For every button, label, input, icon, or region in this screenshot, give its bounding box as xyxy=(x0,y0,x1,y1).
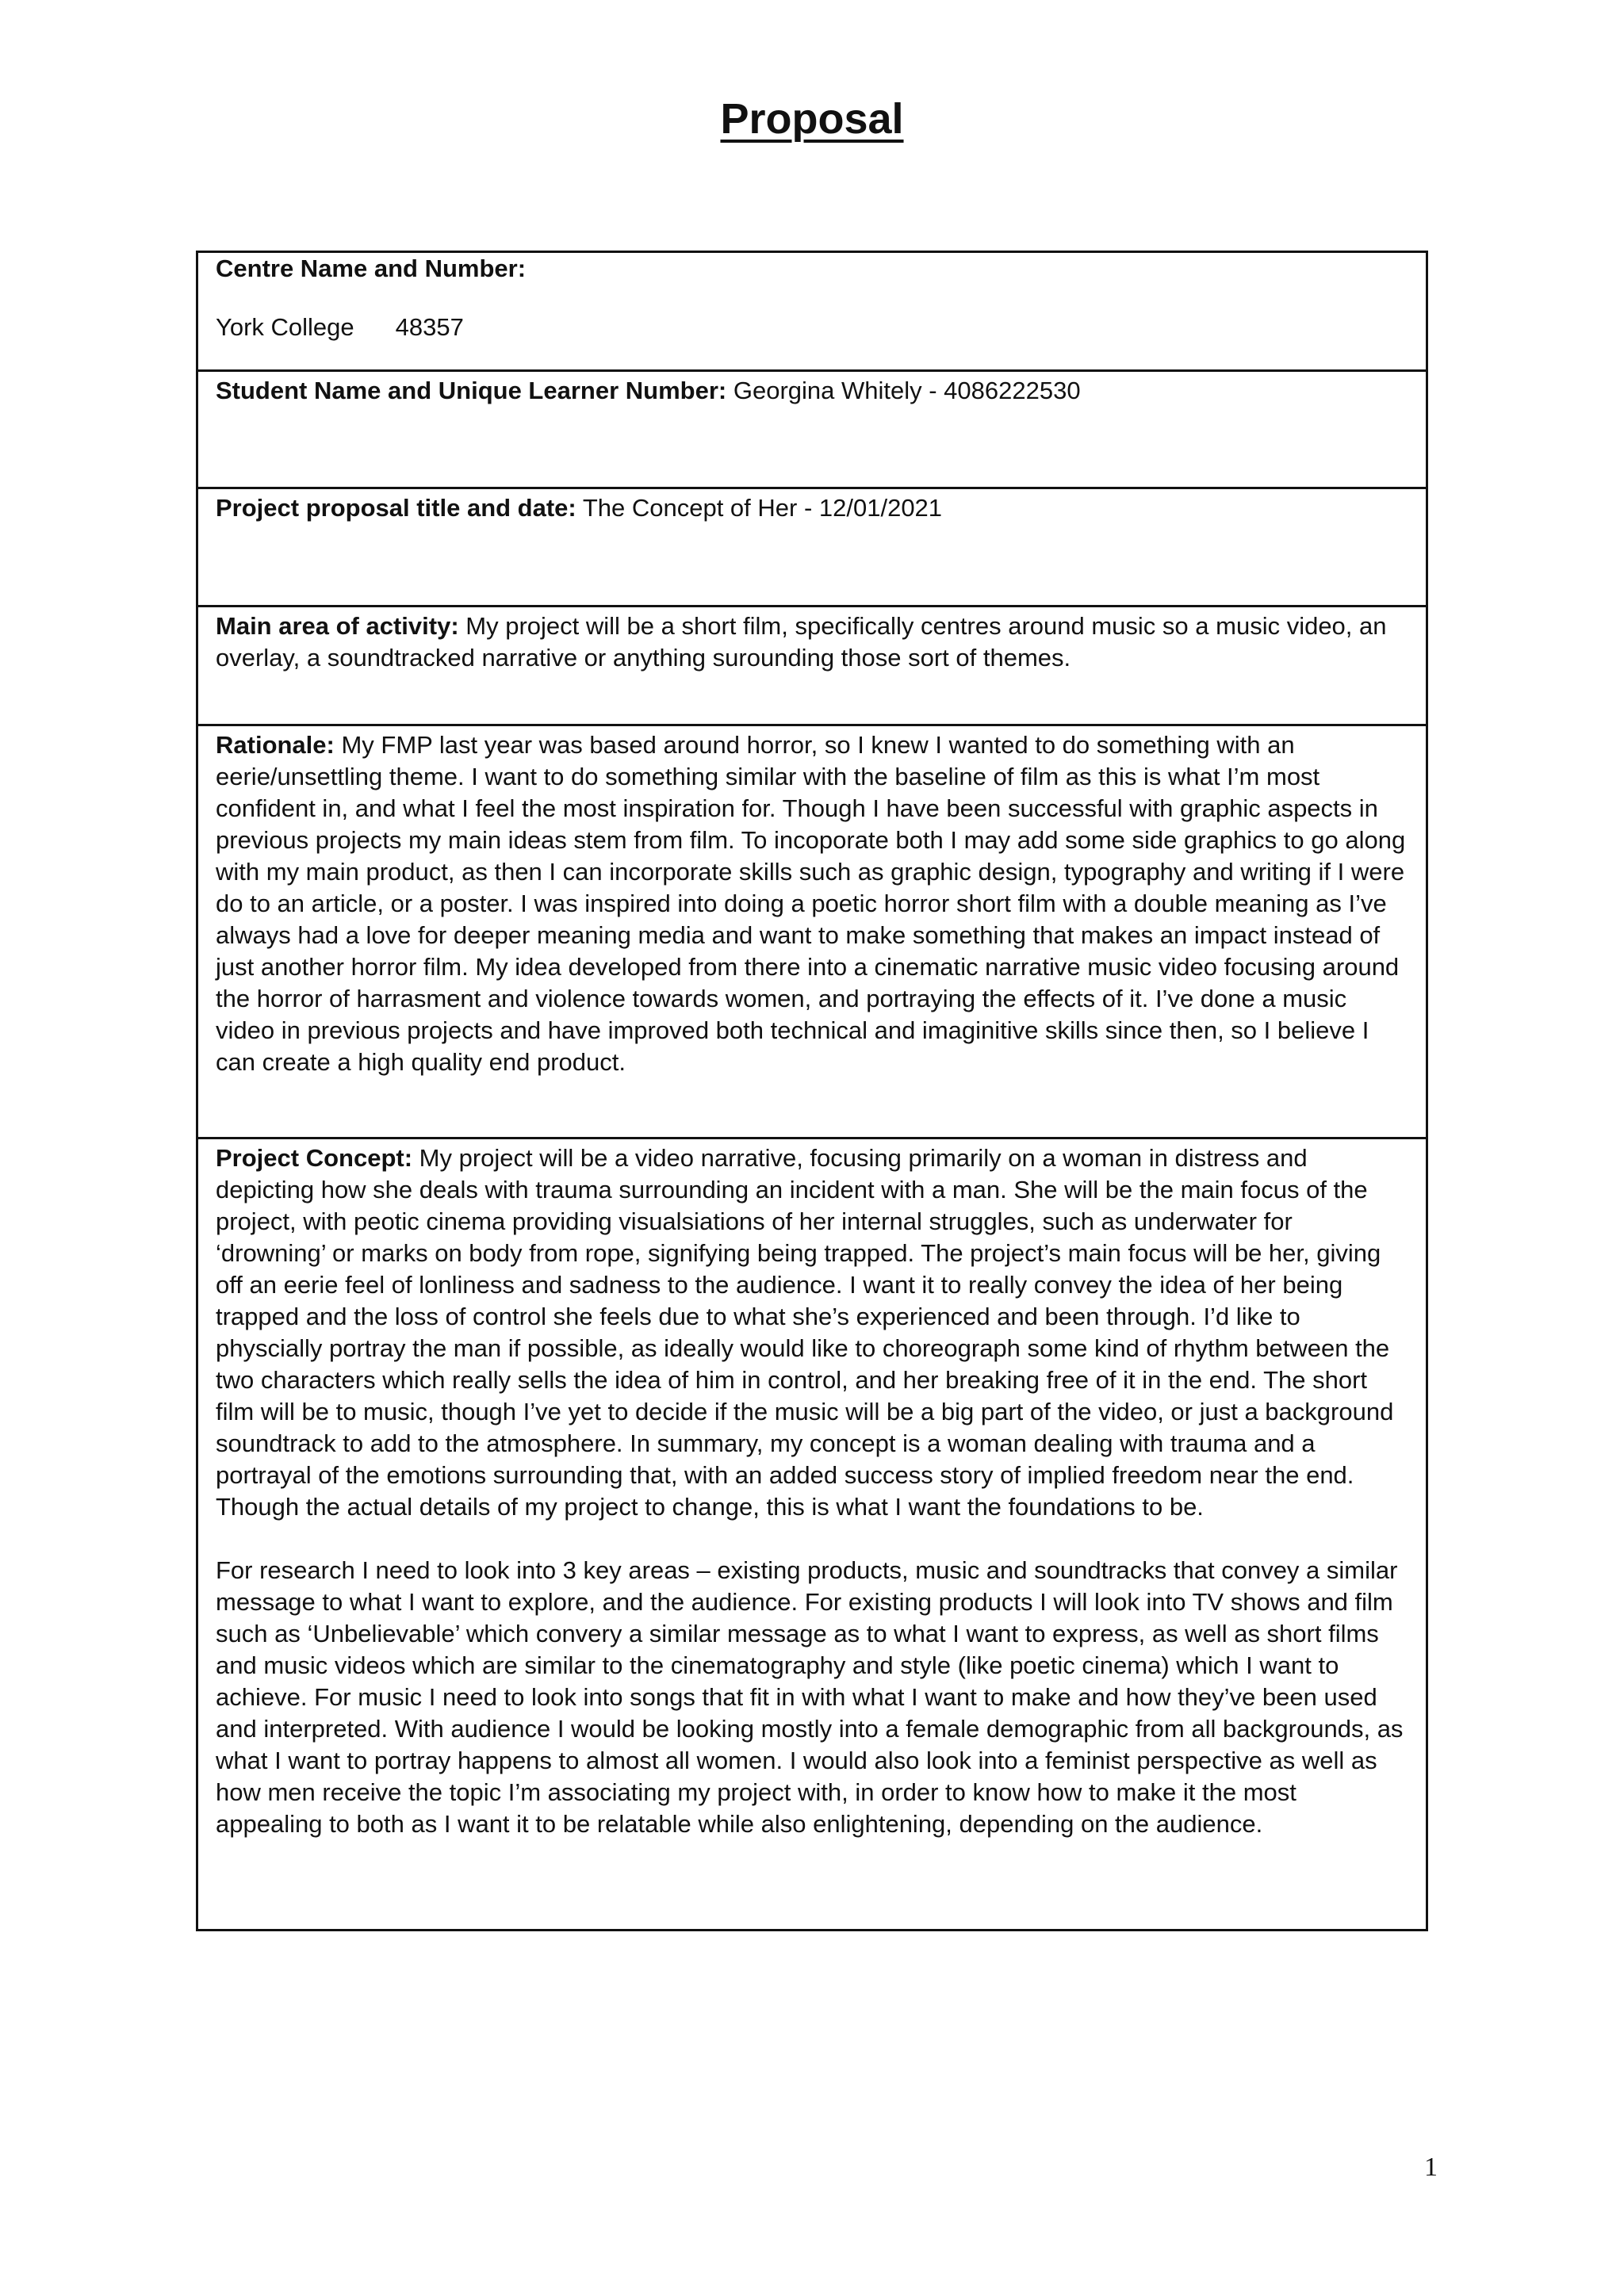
project-title-label: Project proposal title and date: xyxy=(216,494,576,522)
centre-value xyxy=(216,312,1408,343)
project-concept-row xyxy=(198,1137,1426,1929)
student-label: Student Name and Unique Learner Number: xyxy=(216,377,727,404)
main-activity-row xyxy=(198,605,1426,724)
student-row xyxy=(198,369,1426,487)
centre-row xyxy=(198,253,1426,369)
rationale-row xyxy=(198,724,1426,1137)
main-activity-value: My project will be a short film, specifically centres around music so a music video, an overlay, a soundtracked narrative or anything surounding those sort of themes. xyxy=(216,612,1387,672)
rationale-label: Rationale: xyxy=(216,731,335,759)
concept-text-1: My project will be a video narrative, focusing primarily on a woman in distress and depicting how she deals with trauma surrounding an incident with a man. She will be the main focus of the project, with peotic cinema providing visualsiations of her internal struggles, such as underwater for ‘drowning’ or marks on body from rope, signifying being trapped. The project’s main focus will be her, giving off an eerie feel of lonliness and sadness to the audience. I want it to really convey the idea of her being trapped and the loss of control she feels due to what she’s experienced and been through. I’d like to physcially portray the man if possible, as ideally would like to choreograph some kind of rhythm between the two characters which really sells the idea of him in control, and her breaking free of it in the end. The short film will be to music, though I’ve yet to decide if the music will be a big part of the video, or just a background soundtrack to add to the atmosphere. In summary, my concept is a woman dealing with trauma and a portrayal of the emotions surrounding that, with an added success story of implied freedom near the end. Though the actual details of my project to change, this is what I want the foundations to be. xyxy=(216,1144,1394,1521)
centre-name: York College xyxy=(216,313,354,341)
concept-paragraph-1 xyxy=(216,1142,1408,1523)
project-title-value: The Concept of Her - 12/01/2021 xyxy=(582,494,943,522)
rationale-value: My FMP last year was based around horror, so I knew I wanted to do something with an eerie/unsettling theme. I want to do something similar with the baseline of film as this is what I’m most confident in, and what I feel the most inspiration for. Though I have been successful with graphic aspects in previous projects my main ideas stem from film. To incoporate both I may add some side graphics to go along with my main product, as then I can incorporate skills such as graphic design, typography and writing if I were do to an article, or a poster. I was inspired into doing a poetic horror short film with a double meaning as I’ve always had a love for deeper meaning media and want to make something that makes an impact instead of just another horror film. My idea developed from there into a cinematic narrative music video focusing around the horror of harrasment and violence towards women, and portraying the effects of it. I’ve done a music video in previous projects and have improved both technical and imaginitive skills since then, so I believe I can create a high quality end product. xyxy=(216,731,1406,1076)
project-title-row xyxy=(198,487,1426,605)
page-number: 1 xyxy=(1424,2152,1438,2182)
page-title: Proposal xyxy=(720,95,904,143)
centre-label: Centre Name and Number: xyxy=(216,254,527,282)
student-value: Georgina Whitely - 4086222530 xyxy=(733,377,1081,404)
proposal-form-table xyxy=(196,251,1428,1931)
centre-number: 48357 xyxy=(395,313,464,341)
main-activity-label: Main area of activity: xyxy=(216,612,459,640)
concept-paragraph-2: For research I need to look into 3 key areas – existing products, music and soundtracks that convey a similar message to what I want to explore, and the audience. For existing products I will look into TV shows and film such as ‘Unbelievable’ which convery a similar message as to what I want to express, as well as short films and music videos which are similar to the cinematography and style (like poetic cinema) which I want to achieve. For music I need to look into songs that fit in with what I want to make and how they’ve been used and interpreted. With audience I would be looking mostly into a female demographic from all backgrounds, as what I want to portray happens to almost all women. I would also look into a feminist perspective as well as how men receive the topic I’m associating my project with, in order to know how to make it the most appealing to both as I want it to be relatable while also enlightening, depending on the audience. xyxy=(216,1556,1404,1838)
concept-label: Project Concept: xyxy=(216,1144,413,1172)
